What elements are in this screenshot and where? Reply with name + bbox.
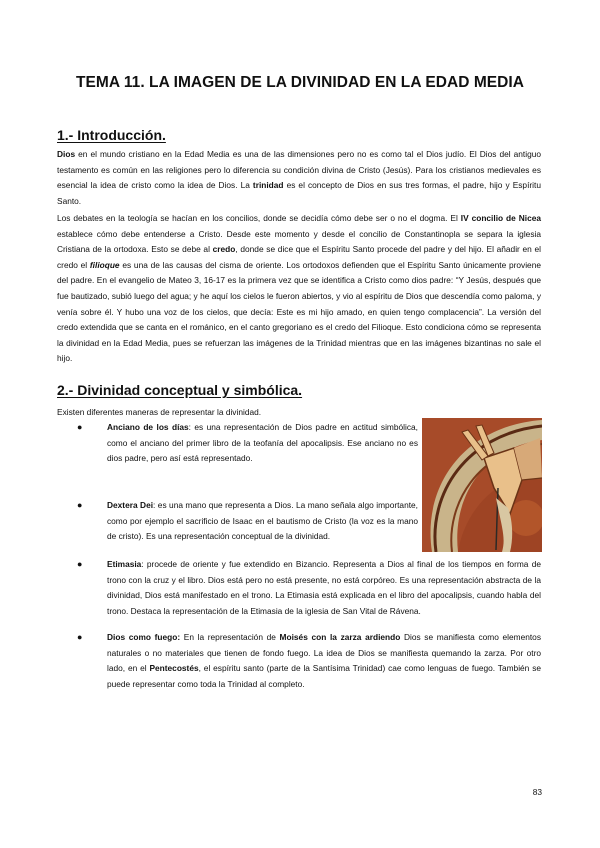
bold-term: Anciano de los días — [107, 422, 189, 432]
paragraph-text: es una de las causas del cisma de oriente. Los ortodoxos defienden que el Espíritu Santo únicamente proviene del padre. En el evangelio de Mateo 3, 16-17 es la primera vez que se identifica a Cristo como dios padre: “Y Jesús, después que fue bautizado, subió luego del agua; y he aquí los cielos le fueron abiertos, y vio al espíritu de Dios que descendía como paloma, y venía sobre él. Y hubo una voz de los cielos, que decía: Este es mi hijo amado, en quien tengo complacencia”. La versión del credo extendida que se canta en el románico, en el canto gregoriano es el credo del Filioque. Esto condiciona cómo se representa la divinidad en la Edad Media, pues se refuerzan las imágenes de la Trinidad mientras que en las imágenes bizantinas no sale el hijo. — [57, 259, 541, 364]
section2-intro: Existen diferentes maneras de representar la divinidad. — [57, 407, 262, 417]
list-item-text: : procede de oriente y fue extendido en Bizancio. Representa a Dios al final de los tiempos en forma de trono con la cruz y el libro. Dios está pero no está presente, no está corpóreo. Es una representación abstracta de la divinidad, Dios está manifestado en el trono. La Etimasia está explicada en el libro del apocalipsis, cuando habla del trono. Destaca la representación de la Etimasia de la iglesia de San Vital de Rávena. — [107, 559, 541, 616]
paragraph-text: Los debates en la teología se hacían en los concilios, donde se decidía cómo debe ser o no el dogma. El — [57, 213, 461, 223]
paragraph-text: , donde se dice que el Espíritu Santo procede del padre y del hijo. El añadir en el credo el — [57, 244, 541, 270]
list-item — [107, 498, 418, 545]
paragraph-text: es el concepto de Dios en sus tres formas, el padre, hijo y Espíritu Santo. — [57, 180, 541, 206]
bullet-icon: ● — [77, 500, 83, 510]
paragraph-text: establece cómo debe entenderse a Cristo. Desde este momento y desde el concilio de Constantinopla se separa la iglesia Cristiana de la ortodoxa. Esto se debe al — [57, 228, 541, 255]
bold-term: trinidad — [252, 180, 284, 191]
paragraph-text: en el mundo cristiano en la Edad Media es una de las dimensiones pero no es como tal el Dios judío. El Dios del antiguo testamento es común en las religiones pero lo diferencia su condición divina de Cristo (Jesús). Para los cristianos medievales es esencial la idea de cristo como la idea de Dios. La — [57, 149, 541, 191]
dextera-dei-fresco-image — [422, 418, 542, 552]
bullet-icon: ● — [77, 632, 83, 642]
page-title: TEMA 11. LA IMAGEN DE LA DIVINIDAD EN LA EDAD MEDIA — [75, 74, 525, 91]
list-item — [107, 557, 541, 619]
list-item-text: Dios se manifiesta como elementos naturales o no materiales que tienen de fondo fuego. La idea de Dios se manifiesta quemando la zarza. Por otro lado, en el — [107, 632, 541, 674]
bold-term: Etimasia — [107, 559, 142, 569]
list-item-text: : es una mano que representa a Dios. La mano señala algo importante, como por ejemplo el sacrificio de Isaac en el bautismo de Cristo (la voz es la mano de cristo). Es una representación conceptual de la divinidad. — [107, 500, 418, 542]
list-item — [107, 630, 541, 692]
list-item-text: , el espíritu santo (parte de la Santísima Trinidad) cae como lenguas de fuego. También se puede representar como toda la Trinidad al completo. — [107, 663, 541, 689]
bold-term: Dios — [57, 149, 76, 159]
bold-term: Moisés con la zarza ardiendo — [279, 632, 401, 642]
bold-term: IV concilio de Nicea — [460, 213, 541, 223]
list-item — [107, 420, 418, 467]
list-item-text: : es una representación de Dios padre en actitud simbólica, como el anciano del primer libro de la teofanía del apocalipsis. Ese anciano no es dios padre, pero así está representado. — [107, 422, 418, 464]
bold-term: credo — [212, 244, 236, 255]
paragraph-intro-1 — [57, 147, 541, 209]
bullet-icon: ● — [77, 559, 83, 569]
paragraph-intro-2 — [57, 211, 541, 367]
section-heading-divinidad: 2.- Divinidad conceptual y simbólica. — [57, 382, 303, 398]
bullet-icon: ● — [77, 422, 83, 432]
page-number: 83 — [532, 787, 542, 797]
list-item-text: En la representación de — [180, 632, 280, 642]
bold-term: Dextera Dei — [107, 500, 154, 510]
section-heading-introduccion: 1.- Introducción. — [57, 127, 166, 143]
bold-italic-term: filioque — [89, 259, 120, 270]
bold-term: Pentecostés — [149, 663, 199, 674]
bold-term: Dios como fuego: — [107, 632, 181, 642]
